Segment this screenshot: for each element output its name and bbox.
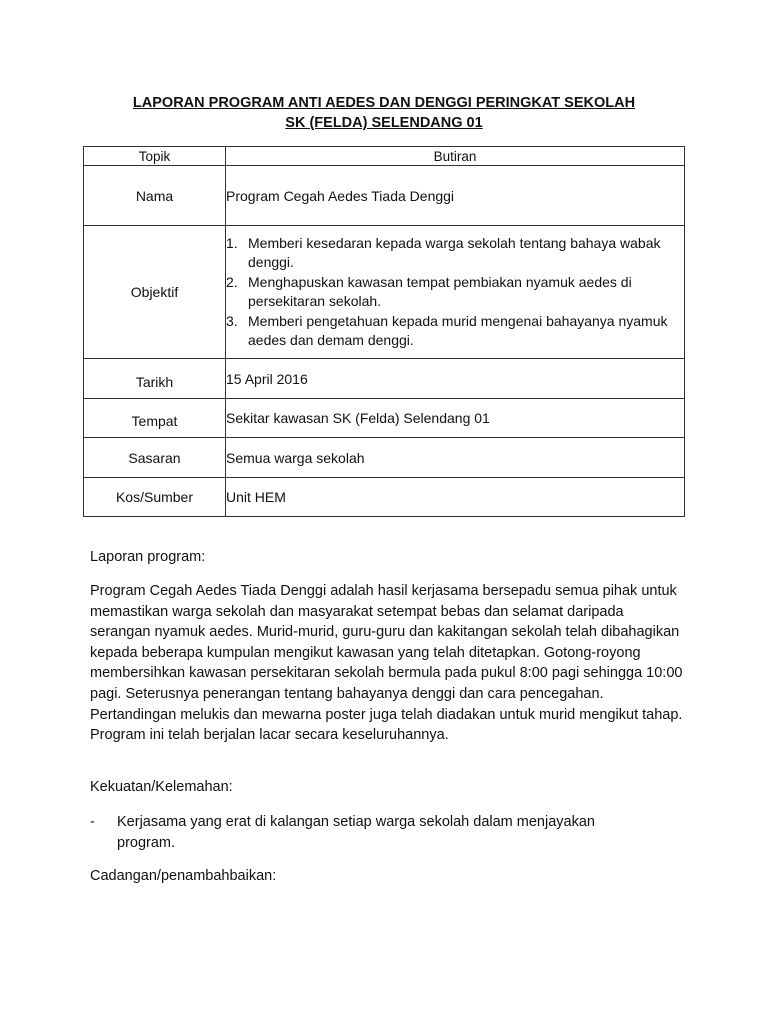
objective-item: Memberi pengetahuan kepada murid mengenai bahayanya nyamuk aedes dan demam denggi.	[248, 312, 668, 348]
table-row	[84, 438, 685, 478]
document-title: LAPORAN PROGRAM ANTI AEDES DAN DENGGI PERINGKAT SEKOLAH	[132, 95, 636, 111]
row-key-sasaran: Sasaran	[84, 438, 226, 478]
row-key-nama: Nama	[84, 166, 226, 226]
row-key-tarikh: Tarikh	[135, 373, 174, 390]
row-value-sasaran: Semua warga sekolah	[226, 438, 685, 478]
header-topik: Topik	[84, 147, 226, 166]
objective-item: Memberi kesedaran kepada warga sekolah tentang bahaya wabak denggi.	[248, 234, 661, 270]
table-row	[84, 359, 685, 399]
program-info-table	[83, 146, 685, 517]
table-header-row	[84, 147, 685, 166]
strengths-item	[90, 812, 650, 853]
row-value-kos: Unit HEM	[226, 478, 685, 517]
table-row	[84, 399, 685, 438]
strengths-heading: Kekuatan/Kelemahan:	[90, 779, 233, 795]
bullet-dash: -	[90, 814, 95, 830]
row-key-tempat: Tempat	[131, 413, 178, 429]
report-heading: Laporan program:	[90, 549, 206, 565]
row-value-objektif	[226, 226, 685, 359]
document-subtitle: SK (FELDA) SELENDANG 01	[285, 115, 483, 131]
table-row	[84, 166, 685, 226]
row-key-kos: Kos/Sumber	[84, 478, 226, 517]
row-value-nama: Program Cegah Aedes Tiada Denggi	[226, 166, 685, 226]
table-row	[84, 478, 685, 517]
table-row	[84, 226, 685, 359]
row-value-tempat: Sekitar kawasan SK (Felda) Selendang 01	[226, 399, 685, 438]
report-body: Program Cegah Aedes Tiada Denggi adalah hasil kerjasama bersepadu semua pihak untuk memastikan warga sekolah dan masyarakat setempat bebas dan selamat daripada serangan nyamuk aedes. Murid-murid, guru-guru dan kakitangan sekolah telah dibahagikan kepada beberapa kumpulan mengikut kawasan yang telah ditetapkan. Gotong-royong membersihkan kawasan persekitaran sekolah bermula pada pukul 8:00 pagi sehingga 10:00 pagi. Seterusnya penerangan tentang bahayanya denggi dan cara pencegahan. Pertandingan melukis dan mewarna poster juga telah diadakan untuk murid mengikut tahap. Program ini telah berjalan lacar secara keseluruhannya.	[90, 583, 683, 744]
objective-item: Menghapuskan kawasan tempat pembiakan nyamuk aedes di persekitaran sekolah.	[248, 273, 632, 309]
row-key-objektif: Objektif	[84, 226, 226, 359]
objective-list	[226, 234, 684, 351]
header-butiran: Butiran	[226, 147, 685, 166]
row-value-tarikh: 15 April 2016	[226, 359, 685, 399]
suggestions-heading: Cadangan/penambahbaikan:	[90, 868, 277, 884]
strengths-item-text: Kerjasama yang erat di kalangan setiap warga sekolah dalam menjayakan program.	[117, 814, 595, 851]
